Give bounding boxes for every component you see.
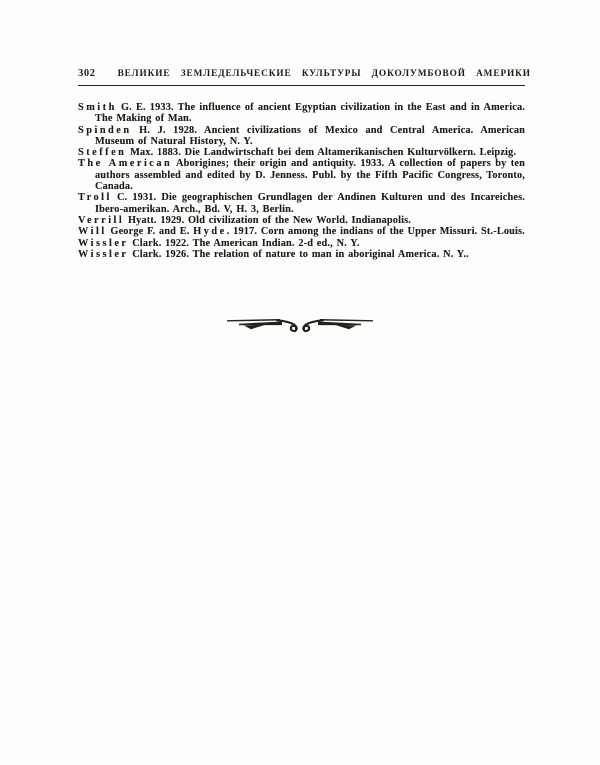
author-name: Spinden bbox=[78, 124, 132, 136]
entry-text: Hyatt. 1929. Old civilization of the New World. Indianapolis. bbox=[124, 214, 412, 226]
bibliography-entry bbox=[78, 238, 525, 249]
running-header bbox=[78, 68, 531, 79]
entry-text: Max. 1883. Die Landwirtschaft bei dem Altamerikanischen Kulturvölkern. Leipzig. bbox=[126, 147, 517, 159]
bibliography-list bbox=[78, 102, 525, 260]
bibliography-entry bbox=[78, 192, 525, 215]
author-name: Will bbox=[78, 226, 107, 238]
bibliography-entry bbox=[78, 215, 525, 226]
author-name: Smith bbox=[78, 102, 117, 113]
bibliography-entry bbox=[78, 226, 525, 237]
bibliography-entry bbox=[78, 158, 525, 192]
author-name: Hyde bbox=[193, 226, 227, 238]
author-name: Troll bbox=[78, 192, 112, 204]
entry-text: C. 1931. Die geographischen Grundlagen der Andinen Kulturen und des Incareiches. Ibero-amerikan. Arch., Bd. V, H. 3, Berlin. bbox=[95, 192, 525, 215]
bibliography-entry bbox=[78, 249, 525, 260]
bibliography-entry bbox=[78, 102, 525, 125]
bibliography-entry bbox=[78, 125, 525, 148]
author-name: Steffen bbox=[78, 147, 127, 159]
author-name: Wissler bbox=[78, 237, 129, 249]
page-number: 302 bbox=[78, 68, 96, 79]
entry-text: Clark. 1926. The relation of nature to man in aboriginal America. N. Y.. bbox=[128, 248, 469, 260]
entry-text: . 1917. Corn among the indians of the Upper Missuri. St.-Louis. bbox=[226, 226, 525, 238]
bibliography-entry bbox=[78, 147, 525, 158]
scroll-tailpiece-ornament-icon bbox=[226, 313, 374, 333]
header-rule bbox=[78, 85, 525, 86]
author-name: The American bbox=[78, 158, 173, 170]
author-name: Verrill bbox=[78, 214, 125, 226]
entry-text: George F. and E. bbox=[106, 226, 194, 238]
entry-text: Aborigines; their origin and antiquity. 1933. A collection of papers by ten authors assembled and edited by D. Jenness. Publ. by the Fifth Pacific Congress, Toronto, Canada. bbox=[95, 158, 525, 193]
author-name: Wissler bbox=[78, 248, 129, 260]
running-title: ВЕЛИКИЕ ЗЕМЛЕДЕЛЬЧЕСКИЕ КУЛЬТУРЫ ДОКОЛУМБОВОЙ АМЕРИКИ bbox=[117, 69, 531, 79]
entry-text: Clark. 1922. The American Indian. 2-d ed., N. Y. bbox=[128, 237, 360, 249]
entry-text: G. E. 1933. The influence of ancient Egyptian civilization in the East and in America. The Making of Man. bbox=[95, 102, 525, 125]
entry-text: H. J. 1928. Ancient civilizations of Mexico and Central America. American Museum of Natural History, N. Y. bbox=[95, 124, 525, 147]
